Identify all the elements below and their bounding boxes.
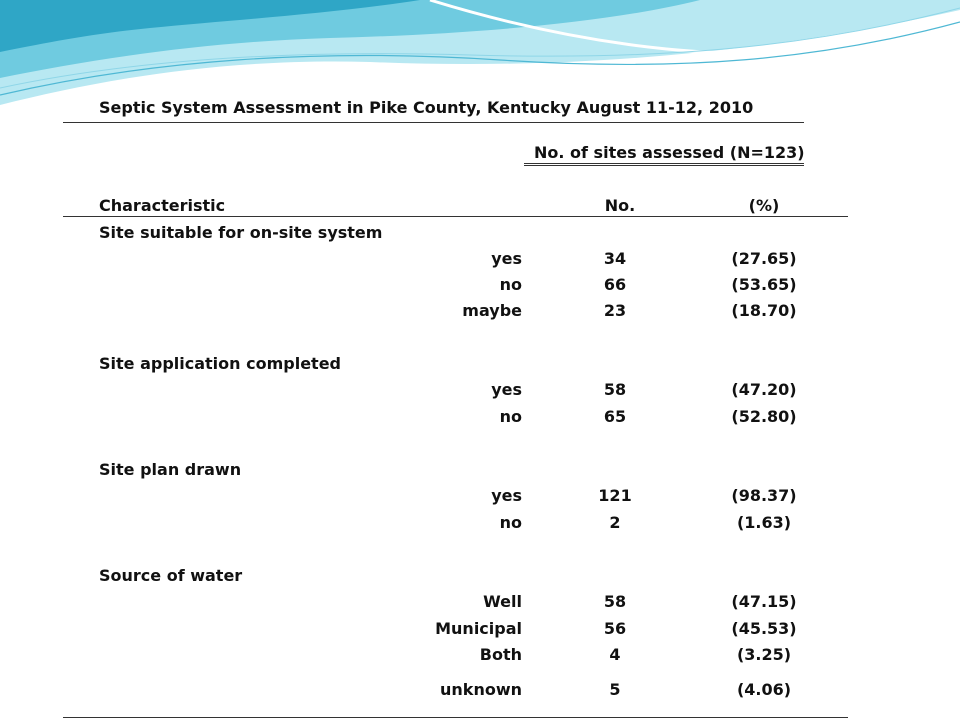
row-percent: (3.25) bbox=[736, 645, 792, 664]
sites-assessed-subheader: No. of sites assessed (N=123) bbox=[534, 143, 805, 162]
row-label: yes bbox=[491, 249, 522, 268]
row-label: yes bbox=[491, 486, 522, 505]
table-title: Septic System Assessment in Pike County, Kentucky August 11-12, 2010 bbox=[99, 98, 754, 117]
column-header-characteristic: Characteristic bbox=[99, 196, 226, 215]
section-heading: Site application completed bbox=[99, 354, 342, 373]
table-bottom-rule bbox=[63, 717, 848, 718]
row-percent: (1.63) bbox=[736, 513, 792, 532]
section-heading: Source of water bbox=[99, 566, 243, 585]
row-label: Both bbox=[479, 645, 522, 664]
row-label: no bbox=[499, 275, 522, 294]
row-count: 66 bbox=[603, 275, 627, 294]
row-count: 4 bbox=[609, 645, 621, 664]
row-percent: (53.65) bbox=[731, 275, 797, 294]
row-count: 34 bbox=[603, 249, 627, 268]
row-count: 23 bbox=[603, 301, 627, 320]
row-label: Municipal bbox=[435, 619, 522, 638]
row-percent: (27.65) bbox=[731, 249, 797, 268]
row-percent: (47.20) bbox=[731, 380, 797, 399]
row-label: Well bbox=[483, 592, 522, 611]
column-header-pct: (%) bbox=[748, 196, 780, 215]
row-count: 121 bbox=[598, 486, 632, 505]
row-count: 56 bbox=[603, 619, 627, 638]
header-rule bbox=[63, 216, 848, 217]
row-percent: (52.80) bbox=[731, 407, 797, 426]
row-percent: (47.15) bbox=[731, 592, 797, 611]
row-count: 58 bbox=[603, 380, 627, 399]
row-count: 2 bbox=[609, 513, 621, 532]
column-header-no: No. bbox=[604, 196, 636, 215]
title-rule bbox=[63, 122, 804, 123]
row-count: 5 bbox=[609, 680, 621, 699]
section-heading: Site plan drawn bbox=[99, 460, 242, 479]
row-label: yes bbox=[491, 380, 522, 399]
subheader-rule-2 bbox=[524, 165, 804, 166]
row-percent: (98.37) bbox=[731, 486, 797, 505]
row-count: 58 bbox=[603, 592, 627, 611]
row-percent: (18.70) bbox=[731, 301, 797, 320]
subheader-rule-1 bbox=[524, 163, 804, 164]
row-label: unknown bbox=[440, 680, 522, 699]
row-label: no bbox=[499, 407, 522, 426]
row-percent: (45.53) bbox=[731, 619, 797, 638]
row-label: no bbox=[499, 513, 522, 532]
row-label: maybe bbox=[462, 301, 522, 320]
row-count: 65 bbox=[603, 407, 627, 426]
section-heading: Site suitable for on-site system bbox=[99, 223, 383, 242]
row-percent: (4.06) bbox=[736, 680, 792, 699]
